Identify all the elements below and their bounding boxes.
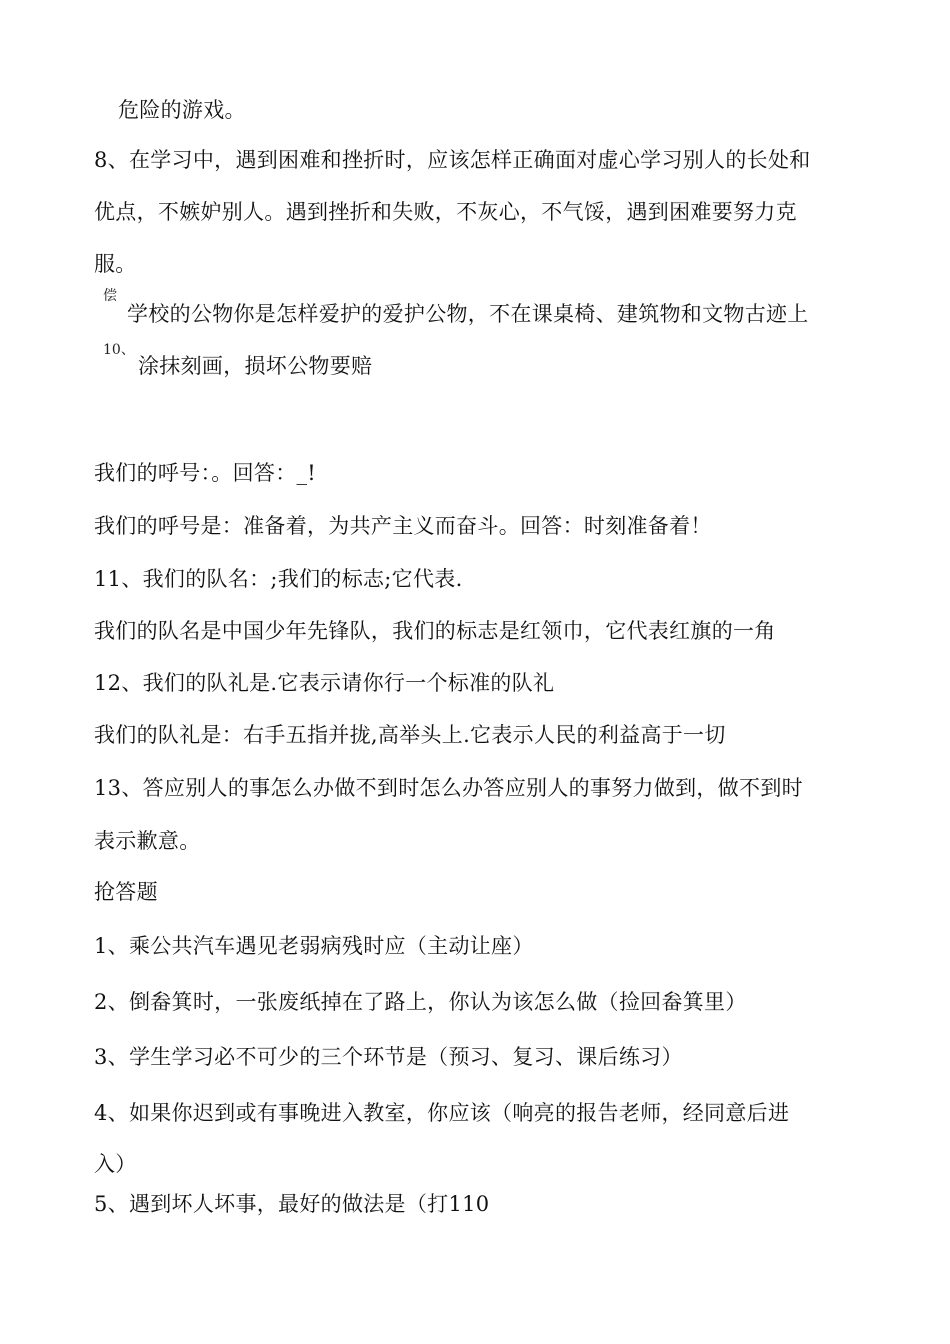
margin-mark: 偿 xyxy=(103,288,117,304)
text-line: 我们的队礼是：右手五指并拢,高举头上.它表示人民的利益高于一切 xyxy=(94,723,726,747)
text-line: 服。 xyxy=(94,252,137,276)
text-line: 我们的呼号是：准备着，为共产主义而奋斗。回答：时刻准备着！ xyxy=(94,514,712,538)
text-line: 涂抹刻画，损坏公物要赔 xyxy=(138,354,373,378)
text-line: 表示歉意。 xyxy=(94,829,201,853)
margin-mark: 10、 xyxy=(103,342,135,358)
text-line: 我们的呼号：。回答：_! xyxy=(94,461,317,485)
text-line: 8、在学习中，遇到困难和挫折时，应该怎样正确面对虚心学习别人的长处和 xyxy=(94,148,811,172)
text-line: 2、倒畚箕时，一张废纸掉在了路上，你认为该怎么做（捡回畚箕里） xyxy=(94,990,747,1014)
text-line: 4、如果你迟到或有事晚进入教室，你应该（响亮的报告老师，经同意后进 xyxy=(94,1101,790,1125)
text-line: 11、我们的队名：;我们的标志;它代表. xyxy=(94,567,463,591)
text-line: 优点，不嫉妒别人。遇到挫折和失败，不灰心，不气馁，遇到困难要努力克 xyxy=(94,200,797,224)
section-heading: 抢答题 xyxy=(94,880,158,904)
text-line: 入） xyxy=(94,1152,137,1176)
text-line: 13、答应别人的事怎么办做不到时怎么办答应别人的事努力做到，做不到时 xyxy=(94,776,803,800)
text-line: 学校的公物你是怎样爱护的爱护公物，不在课桌椅、建筑物和文物古迹上 xyxy=(127,302,809,326)
text-line: 12、我们的队礼是.它表示请你行一个标准的队礼 xyxy=(94,671,555,695)
text-line: 3、学生学习必不可少的三个环节是（预习、复习、课后练习） xyxy=(94,1045,683,1069)
text-line: 危险的游戏。 xyxy=(118,98,246,122)
text-line: 1、乘公共汽车遇见老弱病残时应（主动让座） xyxy=(94,934,534,958)
text-line: 我们的队名是中国少年先锋队，我们的标志是红领巾，它代表红旗的一角 xyxy=(94,619,776,643)
text-line: 5、遇到坏人坏事，最好的做法是（打110 xyxy=(94,1192,490,1216)
